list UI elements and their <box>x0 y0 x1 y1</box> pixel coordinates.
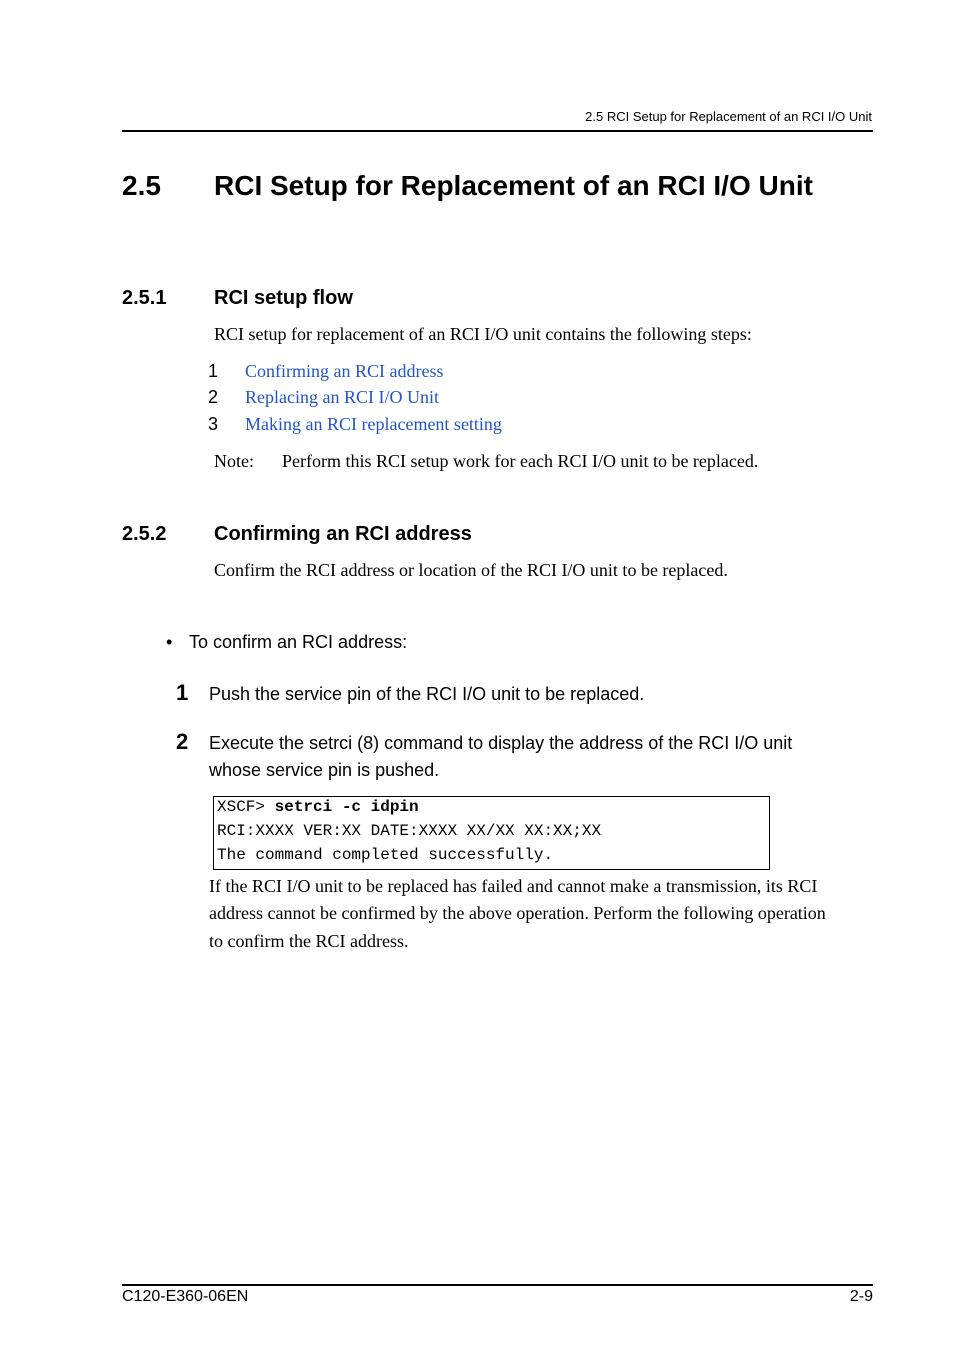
step-link-replacement-setting[interactable]: Making an RCI replacement setting <box>245 414 502 434</box>
subsection-title-1: RCI setup flow <box>214 287 353 309</box>
bullet-icon: • <box>166 632 173 652</box>
running-header: 2.5 RCI Setup for Replacement of an RCI I/O Unit <box>585 109 872 124</box>
step-link-confirming-address[interactable]: Confirming an RCI address <box>245 361 444 381</box>
step-number: 3 <box>208 414 219 434</box>
paragraph-line: address cannot be confirmed by the above operation. Perform the following operation <box>209 903 826 923</box>
subsection-number-2: 2.5.2 <box>122 523 167 545</box>
paragraph-line: to confirm the RCI address. <box>209 931 409 951</box>
note-text: Perform this RCI setup work for each RCI I/O unit to be replaced. <box>282 451 759 471</box>
subsection-intro-2: Confirm the RCI address or location of the RCI I/O unit to be replaced. <box>214 560 728 580</box>
subsection-intro-1: RCI setup for replacement of an RCI I/O unit contains the following steps: <box>214 324 752 344</box>
subsection-title-2: Confirming an RCI address <box>214 523 472 545</box>
procedure-step-number: 2 <box>176 729 189 754</box>
code-prompt: XSCF> <box>217 798 275 816</box>
footer-rule <box>122 1284 873 1286</box>
section-title: RCI Setup for Replacement of an RCI I/O Unit <box>214 170 813 201</box>
code-line-prompt <box>217 798 419 816</box>
procedure-step-number: 1 <box>176 680 189 705</box>
step-number: 2 <box>208 387 219 407</box>
procedure-step-text: Execute the setrci (8) command to display the address of the RCI I/O unit <box>209 733 793 753</box>
subsection-number-1: 2.5.1 <box>122 287 167 309</box>
paragraph-line: If the RCI I/O unit to be replaced has failed and cannot make a transmission, its RCI <box>209 876 818 896</box>
section-number: 2.5 <box>122 170 161 201</box>
document-id: C120-E360-06EN <box>122 1288 249 1305</box>
procedure-step-text-continued: whose service pin is pushed. <box>209 760 440 780</box>
procedure-heading: To confirm an RCI address: <box>189 632 408 652</box>
step-number: 1 <box>208 361 219 381</box>
step-link-replacing-unit[interactable]: Replacing an RCI I/O Unit <box>245 387 439 407</box>
header-rule <box>122 130 873 132</box>
code-command: setrci -c idpin <box>274 798 419 816</box>
page-number: 2-9 <box>849 1288 873 1305</box>
code-output-line: RCI:XXXX VER:XX DATE:XXXX XX/XX XX:XX;XX <box>217 822 602 840</box>
command-example-box <box>213 796 770 870</box>
note-label: Note: <box>214 451 254 471</box>
procedure-step-text: Push the service pin of the RCI I/O unit to be replaced. <box>209 684 645 704</box>
code-output-line: The command completed successfully. <box>217 846 554 864</box>
